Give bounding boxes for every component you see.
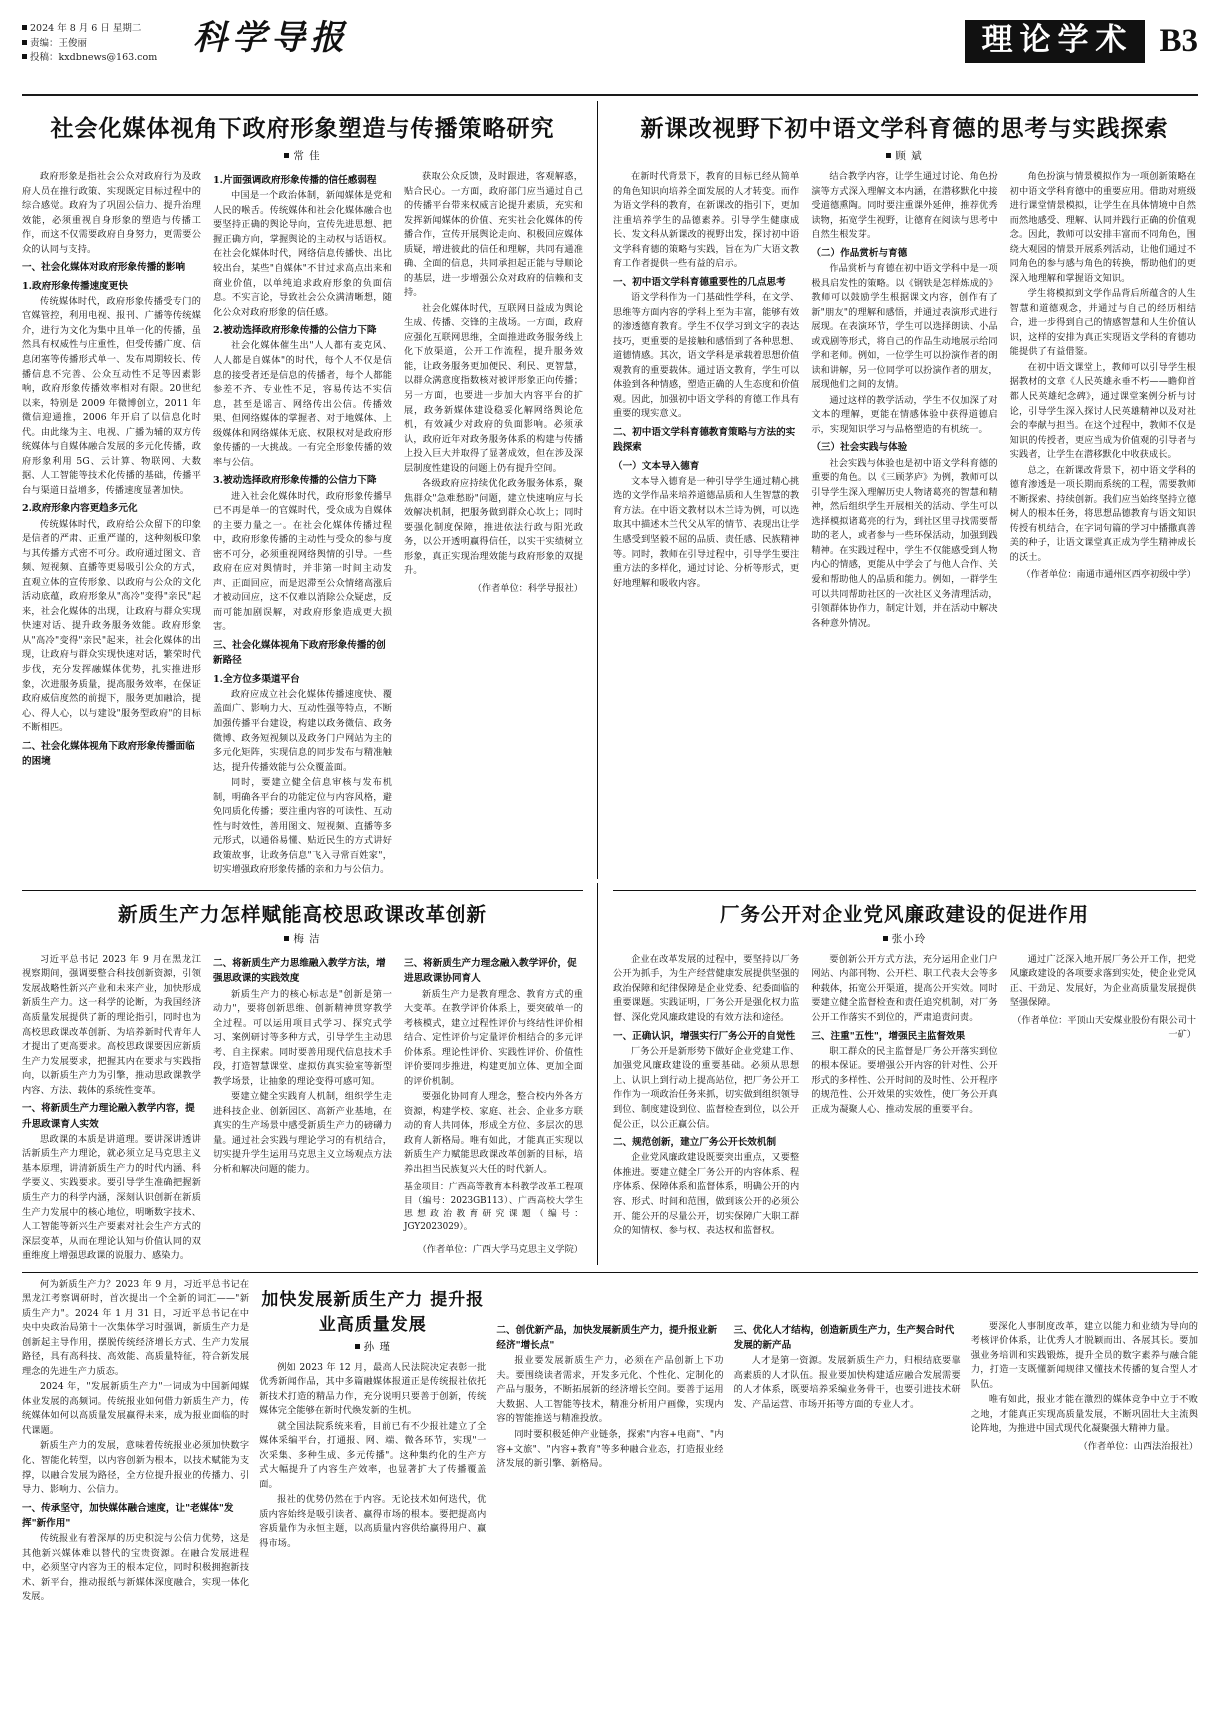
- article-newspaper-industry-development: [22, 1272, 1198, 1606]
- paragraph: 新质生产力是教育理念、教育方式的重大变革。在教学评价体系上，要突破单一的考核模式，建立过程性评价与终结性评价相结合、定性评价与定量评价相结合的多元评价体系。理论性评价、实践性评价、价值性评价要同步推进，构建更加立体、更加全面的评价机制。: [404, 988, 583, 1087]
- divider: [613, 890, 1196, 891]
- paragraph: 例如 2023 年 12 月，最高人民法院决定表彰一批优秀新闻作品，其中多篇融媒体报道正是传统报社依托新技术打造的精品力作，充分说明只要善于创新，传统媒体完全能够在新时代焕发新的生机。: [259, 1361, 487, 1417]
- paragraph: 通过广泛深入地开展厂务公开工作，把党风廉政建设的各项要求落到实处，使企业党风正、干劲足、发展好，为企业高质量发展提供坚强保障。: [1009, 953, 1196, 1009]
- paragraph: 在新时代背景下，教育的目标已经从简单的角色知识向培养全面发展的人才转变。而作为语文学科的教育，在新课改的指引下，更加注重培养学生的品德素养。引导学生健康成长、发文科从新课改的视野出发，探讨初中语文学科育德的策略与实践，旨在为广大语文教育工作者提供一些有益的启示。: [613, 171, 800, 270]
- paragraph: 同时，要建立健全信息审核与发布机制，明确各平台的功能定位与内容风格，避免同质化传播；要注重内容的可读性、互动性与时效性，善用图文、短视频、直播等多元形式，以通俗易懂、贴近民生的方式讲好政策故事，让政务信息"飞入寻常百姓家"，切实增强政府形象传播的亲和力与公信力。: [213, 777, 392, 876]
- paragraph: 新质生产力的核心标志是"创新是第一动力"，要将创新思维、创新精神贯穿教学全过程。可以运用项目式学习、探究式学习、案例研讨等多种方式，引导学生主动思考、自主探索。同时要善用现代信息技术手段，打造智慧课堂、虚拟仿真实验室等新型教学场景，让抽象的理论变得可感可知。: [213, 988, 392, 1087]
- article5-columns: [22, 1278, 1198, 1606]
- subheading: 一、初中语文学科育德重要性的几点思考: [613, 276, 786, 288]
- article3-col-3: [404, 953, 583, 1265]
- page-number: B3: [1159, 23, 1198, 59]
- paper-name: 科学导报: [193, 18, 349, 58]
- paragraph: 要创新公开方式方法，充分运用企业门户网站、内部刊物、公开栏、职工代表大会等多种载体，拓宽公开渠道，提高公开实效。同时要建立健全监督检查和责任追究机制，对厂务公开工作落实不到位的，严肃追责问责。: [811, 953, 998, 1023]
- article-social-media-gov-image: [22, 101, 598, 879]
- article2-col-2: [811, 170, 997, 632]
- divider: [22, 1272, 1198, 1273]
- divider: [22, 890, 583, 891]
- article4-col-1: [613, 953, 799, 1240]
- article5-col-3: [496, 1278, 723, 1606]
- top-zone: [22, 101, 1198, 879]
- subheading: （三）社会实践与体验: [811, 442, 908, 454]
- subheading: 二、将新质生产力思维融入教学方法，增强思政课的实践效度: [213, 957, 386, 985]
- paragraph: 在初中语文课堂上，教师可以引导学生根据教材的文章《人民英雄永垂不朽——瞻仰首都人民英雄纪念碑》，通过课堂案例分析与讨论，引导学生深入探讨人民英雄精神以及对社会的奉献与担当。在这个过程中，教师不仅是知识的传授者，更应当成为价值观的引导者与实践者，让学生在潜移默化中收获成长。: [1009, 361, 1196, 461]
- paragraph: 通过这样的教学活动，学生不仅加深了对文本的理解，更能在情感体验中获得道德启示，实现知识学习与品格塑造的有机统一。: [811, 394, 998, 435]
- masthead-meta: [22, 18, 187, 66]
- paragraph: 人才是第一资源。发展新质生产力，归根结底要靠高素质的人才队伍。报业要加快构建适应融合发展需要的人才体系，既要培养采编业务骨干，也要引进技术研发、产品运营、市场开拓等方面的专业人才。: [733, 1355, 961, 1410]
- paragraph: 结合教学内容，让学生通过讨论、角色扮演等方式深入理解文本内涵，在潜移默化中接受道德熏陶。同时要注重课外延伸，推荐优秀读物，拓宽学生视野，让德育在阅读与思考中自然生根发芽。: [811, 171, 998, 241]
- editor-name: 责编：王俊丽: [22, 37, 187, 52]
- article3-byline: [22, 931, 583, 946]
- paragraph: 就全国法院系统来看，目前已有不少报社建立了全媒体采编平台，打通报、网、端、微各环节，实现"一次采集、多种生成、多元传播"。这种集约化的生产方式大幅提升了内容生产效率，也显著扩大了传播覆盖面。: [259, 1420, 487, 1490]
- subheading: 一、将新质生产力理论融入教学内容，提升思政课育人实效: [22, 1103, 195, 1130]
- article-factory-transparency: [598, 883, 1196, 1265]
- subheading: 二、社会化媒体视角下政府形象传播面临的困境: [22, 740, 195, 767]
- mid-zone: [22, 883, 1198, 1265]
- paragraph: 厂务公开是新形势下做好企业党建工作、加强党风廉政建设的重要基础。必须从思想上、认识上到行动上提高站位，把厂务公开工作作为一项政治任务来抓，切实做到组织领导到位、制度建设到位、监督检查到位，以公开促公正，以公正赢公信。: [613, 1045, 800, 1130]
- paragraph: 报社的优势仍然在于内容。无论技术如何迭代，优质内容始终是吸引读者、赢得市场的根本。要把提高内容质量作为永恒主题，以高质量内容供给赢得用户、赢得市场。: [259, 1494, 487, 1549]
- article4-columns: [613, 953, 1196, 1240]
- subheading: 三、社会化媒体视角下政府形象传播的创新路径: [213, 639, 386, 667]
- article3-title: 新质生产力怎样赋能高校思政课改革创新: [117, 902, 487, 926]
- paragraph: 新质生产力的发展，意味着传统报业必须加快数字化、智能化转型，以内容创新为根本，以技术赋能为支撑，以融合发展为路径，全方位提升报业的传播力、引导力、影响力、公信力。: [22, 1440, 250, 1496]
- paragraph: 社会化媒体催生出"人人都有麦克风、人人都是自媒体"的时代，每个人不仅是信息的接受者还是信息的传播者，每个人都能参差不齐、专业性不足，容易传达不实信息，甚至是谣言、网络传出公信。传播效果、但网络媒体的掌握者、对于地媒体、上级媒体和网络媒体无底、权限权对是政府形象传播的一大挑战。一有完全形象传播的效率与公信。: [213, 340, 392, 468]
- article1-col-3: [404, 170, 583, 879]
- article4-col-3: [1010, 953, 1196, 1240]
- subheading: 一、正确认识，增强实行厂务公开的自觉性: [613, 1030, 796, 1042]
- article2-title: 新课改视野下初中语文学科育德的思考与实践探索: [640, 115, 1169, 142]
- paragraph: 获取公众反馈，及时跟进，客观解惑，贴合民心。一方面，政府部门应当通过自己的传播平台带来权威言论提升素质，充实和发挥新闻媒体的价值、充实社会化媒体的传播合作，宣传开展舆论走向、积极回应媒体质疑，增进彼此的信任和理解，共同有通准确、全面的信息，共同承担起正能与导顺论的基层，进一步增强公众对政府的信赖和支持。: [404, 171, 583, 299]
- publish-date: 2024 年 8 月 6 日 星期二: [22, 22, 187, 37]
- article-new-productive-forces-ideology: [22, 883, 598, 1265]
- paragraph: 职工群众的民主监督是厂务公开落实到位的根本保证。要增强公开内容的针对性、公开形式的多样性、公开时间的及时性、公开程序的规范性、公开效果的实效性，使厂务公开真正成为凝聚人心、推动发展的重要平台。: [811, 1045, 998, 1115]
- subheading: 2.政府形象内容更趋多元化: [22, 503, 138, 515]
- article5-col-5: [971, 1278, 1198, 1606]
- funding-note: 基金项目：广西高等教育本科教学改革工程项目（编号：2023GB113）、广西高校大学生思想政治教育研究课题（编号：JGY2023029）。: [404, 1182, 583, 1232]
- paragraph: 社会实践与体验也是初中语文学科育德的重要的角色。以《三顾茅庐》为例，教师可以引导学生深入理解历史人物诸葛亮的智慧和精神，然后组织学生开展相关的活动、学生可以选择模拟诸葛亮的行为，到社区里寻找需要帮助的老人，或者参与一些环保活动，加强到践精神。在实践过程中，学生不仅能感受到人物内心的情感，更能从中学会了与他人合作、关爱和帮助他人的品质和能力。例如，一群学生可以共同帮助社区的一次社区义务清理活动，引领群体协作力，制定计划，并在活动中解决各种意外情况。: [811, 457, 998, 629]
- paragraph: 要建立健全实践育人机制，组织学生走进科技企业、创新园区、高新产业基地，在真实的生产场景中感受新质生产力的磅礴力量。通过社会实践与理论学习的有机结合，切实提升学生运用马克思主义立场观点方法分析和解决问题的能力。: [213, 1091, 392, 1175]
- article5-col-4: [734, 1278, 961, 1606]
- paragraph: 传统报业有着深厚的历史积淀与公信力优势，这是其他新兴媒体难以替代的宝贵资源。在融合发展进程中，必须坚守内容为王的根本定位，同时积极拥抱新技术、新平台，推动报纸与新媒体深度融合，实现一体化发展。: [22, 1533, 250, 1603]
- paragraph: 进入社会化媒体时代，政府形象传播早已不再是单一的官媒时代，受众成为自媒体的主要力量之一。在社会化媒体传播过程中，政府形象传播的主动性与受众的参与度密不可分，必须重视网络舆情的引导。一些政府在应对舆情时，并非第一时间主动发声、正面回应，而是迟滞至公众情绪高涨后才被动回应，这不仅难以消除公众疑虑，反而可能加剧误解，对政府形象造成更大损害。: [213, 490, 392, 633]
- submission-email: 投稿：kxdbnews@163.com: [22, 51, 187, 66]
- paragraph: 企业党风廉政建设既要突出重点，又要整体推进。要建立健全厂务公开的内容体系、程序体系、保障体系和监督体系，明确公开的内容、形式、时间和范围，做到该公开的必须公开、能公开的尽量公开，切实保障广大职工群众的知情权、参与权、表达权和监督权。: [613, 1152, 800, 1237]
- paragraph: 同时要积极延伸产业链条，探索"内容+电商"、"内容+文旅"、"内容+教育"等多种融合业态，打造报业经济发展的新引擎、新格局。: [496, 1428, 724, 1470]
- article3-columns: [22, 953, 583, 1265]
- subheading: 2.被动选择政府形象传播的公信力下降: [213, 325, 377, 337]
- subheading: （一）文本导入德育: [613, 460, 700, 472]
- paragraph: 总之，在新课改背景下，初中语文学科的德育渗透是一项长期而系统的工程，需要教师不断探索、持续创新。我们应当始终坚持立德树人的根本任务，将思想品德教育与语文知识传授有机结合，在字词句篇的学习中播撒真善美的种子，让语文课堂真正成为学生精神成长的沃土。: [1009, 464, 1196, 563]
- article1-col-1: [22, 170, 201, 879]
- subheading: 1.片面强调政府形象传播的信任感弱程: [213, 175, 377, 186]
- paragraph: 角色扮演与情景模拟作为一项创新策略在初中语文学科育德中的重要应用。借助对班级进行课堂情景模拟，让学生在具体情境中自然而然地感受、理解、认同并践行正确的价值观念。因此，教师可以安排丰富而不同角色，围绕大观园的情景开展系列活动，让他们通过不同角色的参与感与角色的转换，帮助他们的更深入地理解和掌握语文知识。: [1009, 171, 1196, 284]
- article3-col-2: [213, 953, 392, 1265]
- paragraph: 何为新质生产力？2023 年 9 月，习近平总书记在黑龙江考察调研时，首次提出一个全新的词汇——"新质生产力"。2024 年 1 月 31 日，习近平总书记在中央中央政治局第十一次集体学习时强调，新质生产力是创新起主导作用，摆脱传统经济增长方式、生产力发展路径，具有高科技、高效能、高质量特征，符合新发展理念的先进生产力质态。: [22, 1278, 250, 1377]
- article5-title: 加快发展新质生产力 提升报业高质量发展: [261, 1289, 485, 1335]
- article3-col-1: [22, 953, 201, 1265]
- article4-col-2: [811, 953, 997, 1240]
- article1-byline: [22, 148, 583, 163]
- paragraph: 语文学科作为一门基础性学科，在文学、思维等方面内容的学科上至为丰富，能够有效的渗透德育教育。学生不仅学习到文字的表达技巧，更重要的是接触和感悟到了各种思想、道德情感。其次，语文学科是承载着思想价值观教育的重要载体。通过语文教育，学生可以体验到各种情感，塑造正确的人生态度和价值观。因此，加强初中语文学科的育德工作具有重要的现实意义。: [613, 292, 800, 420]
- paragraph: 唯有如此，报业才能在激烈的媒体竞争中立于不败之地，才能真正实现高质量发展，不断巩固壮大主流舆论阵地，为推进中国式现代化凝聚强大精神力量。: [970, 1394, 1199, 1435]
- article5-byline: [259, 1339, 486, 1354]
- subheading: 二、创优新产品，加快发展新质生产力，提升报业新经济"增长点": [496, 1324, 718, 1351]
- article2-columns: [613, 170, 1196, 632]
- article4-author: 张小玲: [883, 933, 927, 945]
- article2-byline: [613, 148, 1196, 163]
- article5-col-2: [259, 1278, 486, 1606]
- subheading: 三、注重"五性"，增强民主监督效果: [811, 1030, 966, 1042]
- subheading: 3.被动选择政府形象传播的公信力下降: [213, 475, 377, 487]
- paragraph: 中国是一个政治体制，新闻媒体是党和人民的喉舌。传统媒体和社会化媒体融合也要坚持正确的舆论导向，宣传先进思想、把握正确方向，掌握舆论的主动权与话语权。在社会化媒体时代，网络信息传播快、出比较出台，某些"自媒体"不甘过求高点出来和商业价值，以单纯追求政府形象的负面信息。不实言论，导致社会公众满清晰想，随化公众对政府形象的信任感。: [213, 190, 392, 318]
- paper-logo: [187, 18, 965, 57]
- subheading: （二）作品赏析与育德: [811, 247, 908, 259]
- paragraph: 思政课的本质是讲道理。要讲深讲透讲活新质生产力理论，就必须立足马克思主义基本原理，讲清新质生产力的时代内涵、科学要义、实践要求。要引导学生准确把握新质生产力的科学内涵，深刻认识创新在新质生产力发展中的核心地位，明晰数字技术、人工智能等新兴生产要素对社会生产方式的深层变革，从而在理论认知与价值认同的双重维度上增强思政课的说服力、感染力。: [22, 1133, 201, 1262]
- article1-col-2: [213, 170, 392, 879]
- subheading: 二、规范创新，建立厂务公开长效机制: [613, 1137, 777, 1149]
- article5-signature: （作者单位：山西法治报社）: [1078, 1440, 1199, 1452]
- paragraph: 传统媒体时代，政府形象传播受专门的官媒管控，利用电视、报刊、广播等传统媒介，进行为文化为集中且单一化的传播，虽然具有权威性与庄重性，但受传播广度、信息闭塞等传播形式单一、发布周期较长、传播信息不完善、公众互动性不足等因素影响，政府形象传播效率相对有限。20世纪以来，特别是 2009 年微博创立，2011 年微信迎通推，2006 年开启了以信息化时代。由此缘为主、电视、广播为辅的双方传统媒体与自媒体融合发展的多元化传播，政府形象利用 5G、云计算、物联网、大数据、人工智能等技术化传播的基础，传播平台与渠道日益增多，传播速度显著加快。: [22, 295, 201, 496]
- paragraph: 要深化人事制度改革，建立以能力和业绩为导向的考核评价体系，让优秀人才脱颖而出、各展其长。要加强业务培训和实践锻炼，提升全员的数字素养与融合能力，打造一支既懂新闻规律又懂技术传播的复合型人才队伍。: [970, 1320, 1199, 1390]
- subheading: 一、社会化媒体对政府形象传播的影响: [22, 262, 186, 274]
- paragraph: 报业要发展新质生产力，必须在产品创新上下功夫。要围绕读者需求，开发多元化、个性化、定制化的产品与服务，不断拓展新的经济增长空间。要善于运用大数据、人工智能等技术，精准分析用户画像，实现内容的智能推送与精准投放。: [496, 1355, 724, 1425]
- masthead: [22, 18, 1198, 96]
- article1-title: 社会化媒体视角下政府形象塑造与传播策略研究: [50, 115, 555, 142]
- paragraph: 传统媒体时代，政府给公众留下的印象是信者的严肃、正重严谨的，这种刻板印象与其传播方式密不可分。政府通过图文、音频、短视频、直播等更易吸引公众的方式，直观立体的宣传形象、以政府与公众的文化活动底蕴，政府形象从"高冷"变得"亲民"起来，社会化媒体的出现，让政府与群众实现快速对话、提升政务服务效能。政府形象从"高冷"变得"亲民"起来，社会化媒体的出现，让政府与群众实现快速对话，繁荣时代步伐，充分发挥融媒体优势，扎实推进形象，次进服务质量，提高服务效率，在保证政府威信度然的前提下，服务更加融洽，提心、得人心，以与建设"服务型政府"的目标不断相匹。: [22, 518, 201, 734]
- article4-title: 厂务公开对企业党风廉政建设的促进作用: [719, 902, 1089, 926]
- section-name: 理论学术: [965, 20, 1145, 63]
- paragraph: 文本导入德育是一种引导学生通过精心挑选的文学作品来培养道德品质和人生智慧的教育方法。在中语文教材以木兰诗为例，可以选取其中描述木兰代父从军的情节、表现出让学生感受到坚毅不屈的品质、责任感、民族精神等。同时，教师在引导过程中，引导学生要注重方法的多样化，通过讨论、分析等形式，更好地理解和吸收内容。: [613, 475, 800, 589]
- section-header: [965, 18, 1198, 63]
- paragraph: 各级政府应持续优化政务服务体系，聚焦群众"急难愁盼"问题，建立快速响应与长效解决机制，把服务做到群众心坎上；同时要强化制度保障，推进依法行政与阳光政务，以公开透明赢得信任，以实干实绩树立形象，真正实现治理效能与政府形象的双提升。: [404, 478, 583, 577]
- article2-col-1: [613, 170, 799, 632]
- paragraph: 政府形象是指社会公众对政府行为及政府人员在推行政策、实现既定目标过程中的综合感觉。政府为了巩固公信力、提升治理效能，必须重视自身形象的塑造与传播工作，而这不仅需要政府自身努力，更需要公众的认同与支持。: [22, 171, 201, 255]
- subheading: 三、将新质生产力理念融入教学评价，促进思政课协同育人: [404, 957, 577, 985]
- subheading: 1.全方位多渠道平台: [213, 673, 300, 685]
- paragraph: 学生将模拟到文学作品背后所蕴含的人生智慧和道德观念，并通过与自己的经历相结合，进一步得到自己的情感智慧和人生价值认识，这样的安排为真正实现语文学科的育德功能提供了有益借鉴。: [1009, 288, 1196, 358]
- article-chinese-moral-education: [598, 101, 1196, 879]
- article2-col-3: [1010, 170, 1196, 632]
- paragraph: 社会化媒体时代，互联网日益成为舆论生成、传播、交锋的主战场。一方面，政府应强化互联网思维，全面推进政务服务线上化下放渠道，公开工作流程，提升服务效能，让政务服务更加便民、利民、更智慧，以群众满意度指数核对被评形象正向传播；另一方面，也要进一步加大内容平台的扩展，政务新媒体建设稳妥化解网络舆论危机，有效减少对政府的负面影响。必须承认，政府近年对政务服务体系的构建与传播上投入巨大并取得了显著成效，但在涉及深层制度性建设的问题上仍有提升空间。: [404, 302, 583, 474]
- subheading: 三、优化人才结构，创造新质生产力，生产契合时代发展的新产品: [733, 1324, 955, 1351]
- article1-signature: （作者单位：科学导报社）: [472, 582, 583, 594]
- article5-col-1: [22, 1278, 249, 1606]
- subheading: 二、初中语文学科育德教育策略与方法的实践探索: [613, 426, 796, 454]
- paragraph: 要强化协同育人理念，整合校内外各方资源，构建学校、家庭、社会、企业多方联动的育人共同体，形成全方位、多层次的思政育人新格局。唯有如此，才能真正实现以新质生产力赋能思政课改革创新的目标，培养出担当民族复兴大任的时代新人。: [404, 1091, 583, 1175]
- article5-author: 孙 瑾: [355, 1341, 391, 1353]
- paragraph: 政府应成立社会化媒体传播速度快、覆盖面广、影响力大、互动性强等特点，不断加强传播平台建设，构建以政务微信、政务微博、政务短视频以及政务门户网站为主的多元化矩阵，实现信息的同步发布与精准触达，提升传播效能与公众覆盖面。: [213, 688, 392, 773]
- paragraph: 习近平总书记 2023 年 9 月在黑龙江视察期间，强调要整合科技创新资源，引领发展战略性新兴产业和未来产业，加快形成新质生产力。这一科学的论断，为我国经济高质量发展提供了新的理论指引，同时也为高校思政课改革创新、为培养新时代青年人才提出了更高要求。高校思政课要因应新质生产力发展要求，把握其内在要求与实践指向，以新质生产力为引擎，推动思政课教学内容、方法、载体的系统性变革。: [22, 953, 201, 1096]
- article4-signature: （作者单位：平顶山天安煤业股份有限公司十一矿）: [1012, 1014, 1196, 1040]
- paragraph: 2024 年，"发展新质生产力"一词成为中国新闻媒体业发展的高频词。传统报业如何借力新质生产力，传统媒体如何以高质量发展赢得未来，成为报业面临的时代课题。: [22, 1381, 250, 1436]
- subheading: 1.政府形象传播速度更快: [22, 280, 128, 292]
- article1-columns: [22, 170, 583, 879]
- article3-signature: （作者单位：广西大学马克思主义学院）: [417, 1243, 583, 1255]
- article1-author: 常 佳: [284, 150, 320, 162]
- article3-author: 梅 洁: [284, 933, 320, 945]
- article4-byline: [613, 931, 1196, 946]
- article2-signature: （作者单位：南通市通州区西亭初级中学）: [1021, 569, 1196, 581]
- article2-author: 顾 斌: [886, 150, 922, 162]
- paragraph: 作品赏析与育德在初中语文学科中是一项极具启发性的策略。以《钢铁是怎样炼成的》教师可以鼓励学生根据课文内容，创作有了新"朋友"的理解和感悟，并通过表演形式进行展现。在表演环节，学生可以选择朗读、小品或戏剧等形式，将自己的作品生动地展示给同学和老师。例如，一位学生可以扮演作者的朗读和讲解，另一位同学可以扮演作者的朋友，展现他们之间的友情。: [811, 263, 998, 391]
- subheading: 一、传承坚守，加快媒体融合速度，让"老媒体"发挥"新作用": [22, 1502, 234, 1529]
- paragraph: 企业在改革发展的过程中，要坚持以厂务公开为抓手，为生产经营健康发展提供坚强的政治保障和纪律保障是企业党委、纪委面临的重要课题。实践证明，厂务公开是强化权力监督、深化党风廉政建设的有效方法和途径。: [613, 953, 800, 1023]
